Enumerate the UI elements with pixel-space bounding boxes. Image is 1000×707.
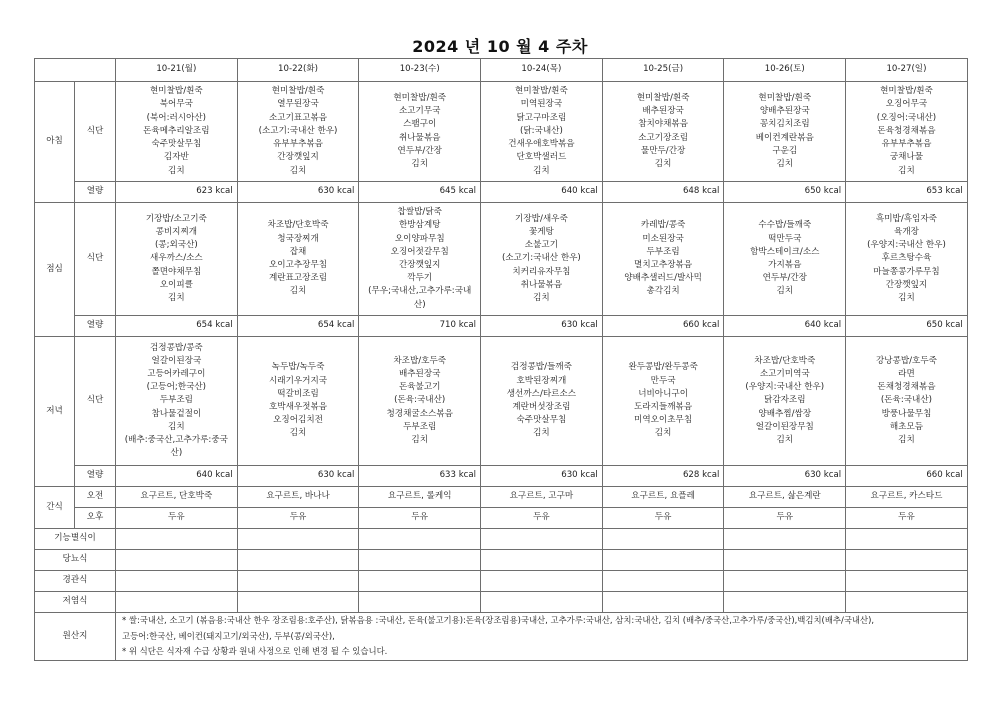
dish-item: 호박된장찌개 [516, 375, 567, 386]
menu-cell [602, 337, 724, 466]
special-diet-cell [724, 550, 846, 571]
dish-item: 북어무국 [159, 99, 193, 110]
dish-item: 라면 [898, 368, 915, 379]
dish-item: 계란버섯장조림 [512, 402, 571, 412]
dinner-kcal-row [35, 466, 968, 487]
snack-cell: 요구르트, 바나나 [237, 487, 359, 508]
kcal-cell: 654 kcal [237, 316, 359, 337]
special-diet-label: 당뇨식 [35, 550, 116, 571]
header-corner [35, 59, 116, 82]
calories-sub-label: 열량 [75, 316, 116, 337]
special-diet-cell [359, 571, 481, 592]
special-diet-cell [481, 571, 603, 592]
dish-item: 도라지들깨볶음 [634, 402, 693, 412]
dish-item: 베이컨계란볶음 [755, 132, 814, 143]
dish-item: 현미찰밥/흰죽 [636, 92, 690, 103]
dish-item: 꽁치김치조림 [759, 119, 810, 130]
snack-cell: 두유 [481, 508, 603, 529]
dish-item: 김치 [168, 165, 185, 176]
snack-cell: 요구르트, 삶은계란 [724, 487, 846, 508]
dish-item: 너비아니구이 [638, 388, 688, 399]
snack-cell: 두유 [846, 508, 968, 529]
dish-item: 잡채 [289, 246, 307, 257]
dish-item: 김치 [776, 435, 794, 445]
special-diet-cell [602, 550, 724, 571]
dish-item: 양배추된장국 [759, 106, 810, 117]
dish-item: 열무된장국 [277, 99, 319, 110]
dish-item: 함박스테이크/소스 [750, 246, 820, 257]
dish-item: 김치 [654, 428, 672, 439]
dish-item: 차조밥/단호박죽 [754, 355, 816, 366]
kcal-cell: 640 kcal [481, 182, 603, 203]
dish-item: 궁채나물 [889, 152, 924, 163]
breakfast-menu-row [35, 82, 968, 182]
dish-item: 취나물볶음 [520, 279, 563, 290]
day-header: 10-22(화) [237, 59, 359, 82]
dish-item: 떡갈비조림 [277, 388, 319, 399]
dish-item: 김치 [776, 286, 794, 297]
dish-item: 육개장 [894, 226, 919, 237]
menu-cell [724, 203, 846, 316]
dish-item: 시래기우거지국 [268, 375, 328, 386]
dish-item: 방풍나물무침 [881, 408, 932, 419]
origin-line: * 위 식단은 식자재 수급 상황과 원내 사정으로 인해 변경 될 수 있습니다. [122, 646, 388, 657]
dish-item: 고등어카레구이 [147, 368, 206, 379]
special-diet-cell [724, 529, 846, 550]
snack-pm-label: 오후 [75, 508, 116, 529]
dish-item: 물만두/간장 [640, 145, 686, 156]
dish-item: (돈육:국내산) [394, 395, 446, 406]
special-diet-cell [116, 550, 238, 571]
dish-item: 한방삼계탕 [398, 220, 441, 231]
dish-item: 김치 [289, 428, 307, 439]
dish-item: 김치 [776, 158, 794, 169]
dish-item: 생선까스/타르소스 [506, 388, 577, 399]
dish-item: 김치 [898, 293, 915, 303]
menu-cell [237, 203, 359, 316]
dish-item: 새우까스/소스 [149, 253, 203, 264]
dish-item: 구운김 [772, 145, 798, 156]
dish-item: 유부부추볶음 [273, 139, 323, 150]
menu-cell [116, 337, 238, 466]
kcal-cell: 630 kcal [724, 466, 846, 487]
dish-item: 연두부/간장 [397, 145, 442, 156]
dish-item: (우양지:국내산 한우) [867, 240, 946, 251]
dish-item: (우양지:국내산 한우) [745, 382, 825, 393]
menu-cell [724, 82, 846, 182]
dish-item: 유부부추볶음 [881, 139, 932, 150]
special-diet-cell [846, 550, 968, 571]
menu-cell [481, 82, 603, 182]
weekly-menu-table [34, 58, 968, 661]
menu-cell [846, 337, 968, 466]
dish-item: (돈육:국내산) [880, 395, 933, 406]
dish-item: 후르츠탕수육 [881, 253, 932, 264]
kcal-cell: 660 kcal [846, 466, 968, 487]
special-diet-label: 저염식 [35, 592, 116, 613]
dish-item: 현미찰밥/흰죽 [149, 86, 203, 97]
calories-sub-label: 열량 [75, 466, 116, 487]
kcal-cell: 623 kcal [116, 182, 238, 203]
kcal-cell: 645 kcal [359, 182, 481, 203]
dish-item: 오이양파무침 [394, 233, 445, 244]
special-diet-cell [116, 571, 238, 592]
dish-item: 김치 [289, 286, 307, 297]
snack-cell: 두유 [724, 508, 846, 529]
origin-line: * 쌀:국내산, 소고기 (볶음용:국내산 한우 장조림용:호주산), 닭볶음용 :국내산, 돈육(불고기용):돈육(장조림용)국내산, 고추가루:국내산, 삼치:국내산, 김치 (배추/중국산,고추가루/중국산),백김치(배추/국내산), [122, 615, 875, 626]
dish-item: 배추된장국 [398, 368, 441, 379]
dish-item: 깍두기 [407, 273, 433, 284]
dish-item: 김치 [533, 428, 550, 439]
dish-item: 두부조림 [403, 421, 437, 432]
dish-item: (닭:국내산) [520, 125, 563, 136]
day-header: 10-23(수) [359, 59, 481, 82]
menu-cell [359, 82, 481, 182]
menu-cell [602, 203, 724, 316]
dish-item: 오징어무국 [885, 99, 928, 110]
dish-item: 간장깻잎지 [885, 279, 928, 290]
snack-cell: 두유 [237, 508, 359, 529]
origin-notes [116, 613, 968, 661]
dish-item: (소고기:국내산 한우) [258, 125, 338, 136]
dish-item: 현미찰밥/흰죽 [880, 86, 933, 97]
dish-item: 돈육메추리알조림 [143, 125, 210, 136]
dish-item: 김자반 [163, 152, 189, 163]
dish-item: 흑미밥/흑임자죽 [875, 213, 937, 224]
snack-cell: 두유 [359, 508, 481, 529]
dish-item: 얼갈이된장국 [151, 355, 202, 366]
breakfast-kcal-row [35, 182, 968, 203]
dish-item: 두부조림 [646, 246, 680, 257]
dish-item: 간장깻잎지 [398, 260, 441, 270]
origin-row [35, 613, 968, 661]
dish-item: 김치 [289, 165, 307, 176]
special-diet-cell [359, 550, 481, 571]
menu-cell [846, 203, 968, 316]
dish-item: 양배추찜/쌈장 [758, 408, 812, 419]
dish-item: 강낭콩밥/호두죽 [875, 355, 937, 366]
dish-item: 가지볶음 [768, 260, 802, 270]
menu-sub-label: 식단 [75, 203, 116, 316]
special-diet-cell [237, 550, 359, 571]
dish-item: 떡만두국 [768, 233, 802, 244]
menu-cell [359, 337, 481, 466]
dinner-menu-row [35, 337, 968, 466]
special-diet-cell [116, 529, 238, 550]
special-diet-cell [724, 592, 846, 613]
dish-item: 오이고추장무침 [268, 260, 328, 270]
dish-item: 김치 [168, 421, 185, 432]
dish-item: 미역오이초무침 [634, 415, 693, 426]
snack-cell: 요구르트, 고구마 [481, 487, 603, 508]
special-diet-row-functional [35, 529, 968, 550]
kcal-cell: 653 kcal [846, 182, 968, 203]
kcal-cell: 654 kcal [116, 316, 238, 337]
menu-cell [846, 82, 968, 182]
special-diet-cell [481, 592, 603, 613]
special-diet-label: 기능별식이 [35, 529, 116, 550]
dish-item: 김치 [898, 435, 915, 445]
special-diet-cell [359, 529, 481, 550]
dish-item: 기장밥/새우죽 [515, 213, 568, 224]
dish-item: 찹쌀밥/닭죽 [397, 207, 442, 218]
dish-item: 스팸구이 [403, 119, 437, 130]
dish-item: 오징어김치전 [273, 415, 323, 426]
dish-item: 간장깻잎지 [277, 152, 319, 163]
kcal-cell: 633 kcal [359, 466, 481, 487]
special-diet-cell [237, 529, 359, 550]
dish-item: 김치 [411, 158, 429, 169]
kcal-cell: 650 kcal [846, 316, 968, 337]
dish-item: 단호박샐러드 [516, 152, 567, 163]
dish-item: 닭감자조림 [764, 395, 806, 406]
meal-label-snack: 간식 [35, 487, 75, 529]
dish-item: 오징어젓갈무침 [390, 246, 449, 257]
special-diet-row-low-sodium [35, 592, 968, 613]
special-diet-row-tube [35, 571, 968, 592]
menu-cell [359, 203, 481, 316]
dish-item: 두부조림 [159, 395, 193, 406]
calories-sub-label: 열량 [75, 182, 116, 203]
special-diet-cell [846, 571, 968, 592]
special-diet-row-diabetic [35, 550, 968, 571]
snack-cell: 요구르트, 롤케익 [359, 487, 481, 508]
dish-item: 기장밥/소고기죽 [145, 213, 207, 224]
snack-am-label: 오전 [75, 487, 116, 508]
dish-item: 닭고구마조림 [516, 112, 567, 123]
day-header: 10-21(월) [116, 59, 238, 82]
dish-item: 해초모듬 [889, 421, 924, 432]
kcal-cell: 630 kcal [237, 182, 359, 203]
kcal-cell: 660 kcal [602, 316, 724, 337]
menu-sub-label: 식단 [75, 337, 116, 466]
special-diet-cell [724, 571, 846, 592]
snack-cell: 요구르트, 요플레 [602, 487, 724, 508]
dish-item: 참나물겉절이 [151, 408, 202, 419]
menu-cell [724, 337, 846, 466]
day-header: 10-24(목) [481, 59, 603, 82]
meal-label-dinner: 저녁 [35, 337, 75, 487]
special-diet-cell [237, 592, 359, 613]
page-title: 2024 년 10 월 4 주차 [412, 37, 588, 56]
menu-cell [237, 337, 359, 466]
dish-item: 수수밥/들깨죽 [758, 220, 812, 231]
origin-label: 원산지 [35, 613, 116, 661]
special-diet-cell [237, 571, 359, 592]
menu-cell [116, 203, 238, 316]
dish-item: 마늘쫑콩가루무침 [873, 266, 940, 277]
dish-item: (무우;국내산,고추가루:국내산) [368, 286, 472, 310]
dish-item: 숙주맛살무침 [516, 415, 567, 426]
dish-item: 연두부/간장 [762, 273, 807, 284]
dish-item: (소고기:국내산 한우) [502, 253, 581, 264]
menu-sub-label: 식단 [75, 82, 116, 182]
special-diet-cell [116, 592, 238, 613]
menu-cell [481, 203, 603, 316]
menu-cell [116, 82, 238, 182]
dish-item: 쫄면야채무침 [151, 266, 202, 277]
special-diet-cell [602, 592, 724, 613]
dish-item: 검정콩밥/콩죽 [149, 342, 203, 353]
special-diet-cell [481, 529, 603, 550]
kcal-cell: 630 kcal [481, 466, 603, 487]
day-header: 10-25(금) [602, 59, 724, 82]
dish-item: 만두국 [650, 375, 676, 386]
kcal-cell: 630 kcal [481, 316, 603, 337]
dish-item: (고등어;한국산) [146, 382, 207, 393]
meal-label-breakfast: 아침 [35, 82, 75, 203]
meal-label-lunch: 점심 [35, 203, 75, 337]
dish-item: 소고기무국 [398, 106, 441, 117]
dish-item: 현미찰밥/흰죽 [271, 86, 325, 97]
dish-item: 김치 [654, 158, 672, 169]
origin-line: 고등어:한국산, 베이컨(돼지고기/외국산), 두부(콩/외국산), [122, 630, 335, 641]
dish-item: 현미찰밥/흰죽 [393, 92, 447, 103]
kcal-cell: 650 kcal [724, 182, 846, 203]
dish-item: 청국장찌개 [277, 233, 319, 244]
special-diet-cell [602, 571, 724, 592]
dish-item: 차조밥/단호박죽 [267, 220, 329, 231]
snack-cell: 두유 [116, 508, 238, 529]
dish-item: 차조밥/호두죽 [393, 355, 447, 366]
day-header: 10-27(일) [846, 59, 968, 82]
dish-item: 돈채청경채볶음 [877, 382, 936, 393]
kcal-cell: 640 kcal [116, 466, 238, 487]
dish-item: 돈육불고기 [398, 382, 441, 393]
lunch-kcal-row [35, 316, 968, 337]
dish-item: 검정콩밥/들깨죽 [510, 362, 572, 373]
snack-pm-row [35, 508, 968, 529]
dish-item: 콩비지찌개 [155, 226, 198, 237]
dish-item: 오이피클 [159, 279, 193, 290]
dish-item: 청경채굴소스볶음 [386, 408, 453, 419]
kcal-cell: 710 kcal [359, 316, 481, 337]
dish-item: 건새우애호박볶음 [508, 139, 575, 150]
dish-item: (북어:러시아산) [146, 112, 207, 123]
day-header: 10-26(토) [724, 59, 846, 82]
snack-cell: 두유 [602, 508, 724, 529]
dish-item: 양배추샐러드/발사믹 [624, 273, 702, 284]
dish-item: 배추된장국 [642, 106, 684, 117]
dish-item: 김치 [411, 435, 429, 445]
dish-item: 꽃게탕 [528, 226, 554, 237]
snack-cell: 요구르트, 카스타드 [846, 487, 968, 508]
dish-item: 취나물볶음 [398, 132, 441, 143]
dish-item: 소고기장조림 [638, 132, 688, 143]
dish-item: 소불고기 [524, 240, 559, 251]
dish-item: 미소된장국 [642, 233, 684, 244]
dish-item: 녹두밥/녹두죽 [271, 362, 325, 373]
header-row [35, 59, 968, 82]
dish-item: (오징어:국내산) [876, 112, 937, 123]
dish-item: 현미찰밥/흰죽 [515, 86, 568, 97]
dish-item: 치커리유자무침 [512, 266, 571, 277]
lunch-menu-row [35, 203, 968, 316]
dish-item: 얼갈이된장무침 [755, 421, 814, 432]
dish-item: 계란표고장조림 [268, 273, 328, 284]
dish-item: (콩;외국산) [154, 240, 198, 251]
dish-item: 소고기표고볶음 [268, 112, 328, 123]
menu-cell [237, 82, 359, 182]
dish-item: 소고기미역국 [759, 368, 810, 379]
kcal-cell: 648 kcal [602, 182, 724, 203]
kcal-cell: 630 kcal [237, 466, 359, 487]
dish-item: 김치 [168, 293, 185, 303]
dish-item: 멸치고추장볶음 [634, 260, 693, 270]
dish-item: 김치 [533, 165, 550, 176]
dish-item: 숙주맛살무침 [151, 139, 202, 150]
dish-item: 김치 [898, 165, 915, 176]
dish-item: 카레밥/콩죽 [640, 220, 686, 231]
special-diet-label: 경관식 [35, 571, 116, 592]
snack-am-row [35, 487, 968, 508]
dish-item: 미역된장국 [520, 99, 563, 110]
special-diet-cell [481, 550, 603, 571]
special-diet-cell [602, 529, 724, 550]
dish-item: (배추:중국산,고추가루:중국산) [124, 435, 228, 459]
dish-item: 돈육청경채볶음 [877, 125, 936, 136]
kcal-cell: 640 kcal [724, 316, 846, 337]
dish-item: 참치야채볶음 [638, 119, 688, 130]
dish-item: 김치 [533, 293, 550, 303]
special-diet-cell [846, 592, 968, 613]
dish-item: 현미찰밥/흰죽 [758, 92, 812, 103]
special-diet-cell [359, 592, 481, 613]
dish-item: 완두콩밥/완두콩죽 [628, 362, 698, 373]
snack-cell: 요구르트, 단호박죽 [116, 487, 238, 508]
menu-cell [602, 82, 724, 182]
dish-item: 호박새우젓볶음 [268, 402, 328, 412]
dish-item: 총각김치 [646, 286, 680, 297]
menu-cell [481, 337, 603, 466]
kcal-cell: 628 kcal [602, 466, 724, 487]
special-diet-cell [846, 529, 968, 550]
